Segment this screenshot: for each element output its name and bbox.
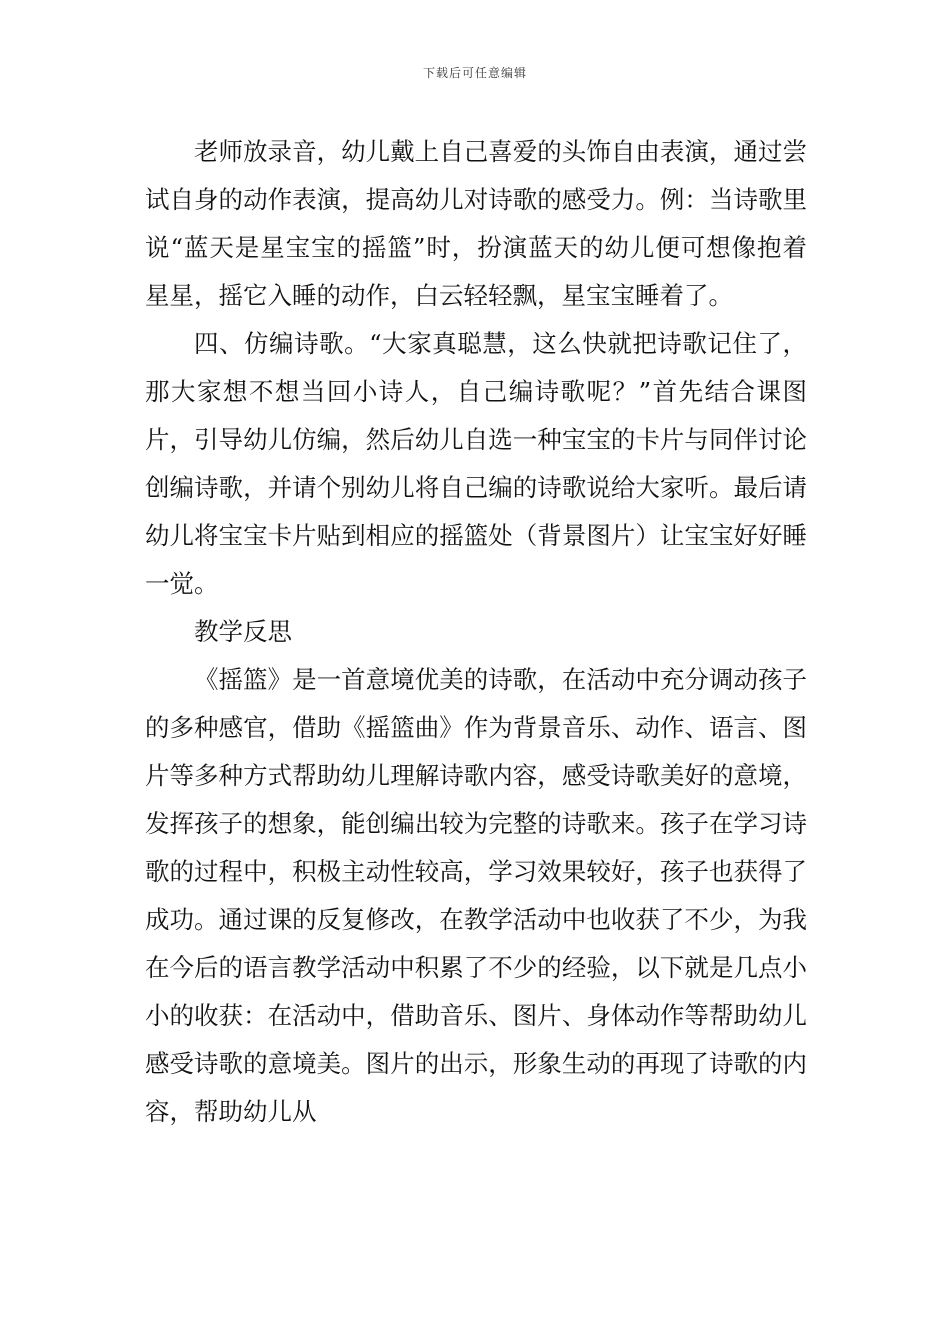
paragraph-step-four: 四、仿编诗歌。“大家真聪慧，这么快就把诗歌记住了，那大家想不想当回小诗人，自己编诗歌呢？”首先结合课图片，引导幼儿仿编，然后幼儿自选一种宝宝的卡片与同伴讨论创编诗歌，并请个别幼儿将自己编的诗歌说给大家听。最后请幼儿将宝宝卡片贴到相应的摇篮处（背景图片）让宝宝好好睡一觉。 (145, 329, 807, 598)
document-body (145, 128, 807, 1136)
paragraph-performance: 老师放录音，幼儿戴上自己喜爱的头饰自由表演，通过尝试自身的动作表演，提高幼儿对诗歌的感受力。例：当诗歌里说“蓝天是星宝宝的摇篮”时，扮演蓝天的幼儿便可想像抱着星星，摇它入睡的动作，白云轻轻飘，星宝宝睡着了。 (145, 137, 807, 310)
section-heading-reflection: 教学反思 (194, 617, 292, 646)
paragraph-reflection: 《摇篮》是一首意境优美的诗歌，在活动中充分调动孩子的多种感官，借助《摇篮曲》作为背景音乐、动作、语言、图片等多种方式帮助幼儿理解诗歌内容，感受诗歌美好的意境，发挥孩子的想象，能创编出较为完整的诗歌来。孩子在学习诗歌的过程中，积极主动性较高，学习效果较好，孩子也获得了成功。通过课的反复修改，在教学活动中也收获了不少，为我在今后的语言教学活动中积累了不少的经验，以下就是几点小小的收获：在活动中，借助音乐、图片、身体动作等帮助幼儿感受诗歌的意境美。图片的出示，形象生动的再现了诗歌的内容，帮助幼儿从 (145, 665, 807, 1126)
page-header: 下载后可任意编辑 (422, 66, 527, 80)
